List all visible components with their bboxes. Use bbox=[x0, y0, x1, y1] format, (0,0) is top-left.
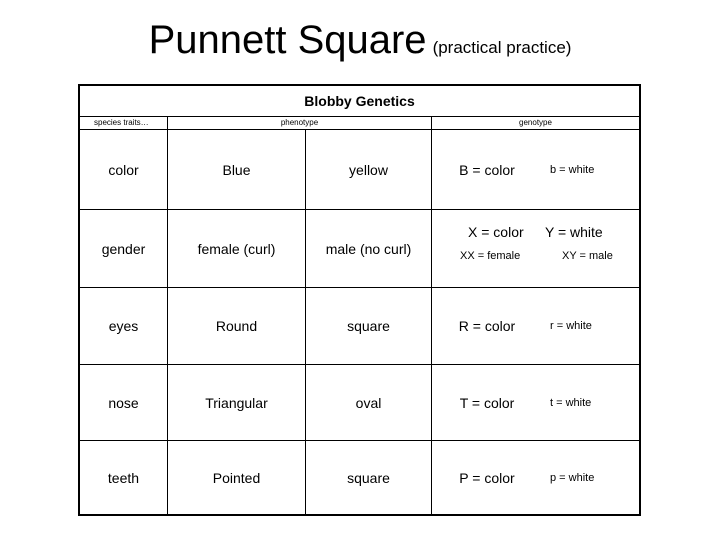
genotype-recessive-cell: r = white bbox=[550, 320, 592, 332]
header-species-traits: species traits… bbox=[80, 116, 168, 130]
phenotype-dominant-cell: Triangular bbox=[168, 365, 306, 440]
header-genotype: genotype bbox=[432, 116, 639, 130]
genotype-recessive-cell: t = white bbox=[550, 396, 592, 409]
table-row bbox=[80, 287, 639, 364]
genotype-x-label: X = color bbox=[468, 224, 524, 240]
genotype-recessive-cell: b = white bbox=[550, 163, 595, 176]
header-phenotype: phenotype bbox=[168, 116, 432, 130]
genotype-gender-cell bbox=[432, 210, 639, 287]
genotype-recessive-cell: p = white bbox=[550, 471, 595, 484]
phenotype-recessive-cell: oval bbox=[306, 365, 432, 440]
phenotype-dominant-cell: Pointed bbox=[168, 441, 306, 514]
trait-cell: nose bbox=[80, 365, 168, 440]
phenotype-recessive-cell: yellow bbox=[306, 130, 432, 209]
phenotype-dominant-cell: Round bbox=[168, 288, 306, 364]
genotype-dominant-cell: T = color bbox=[459, 394, 515, 411]
phenotype-dominant-cell: Blue bbox=[168, 130, 306, 209]
table-row bbox=[80, 130, 639, 209]
page-title bbox=[0, 18, 720, 63]
phenotype-recessive-cell: male (no curl) bbox=[306, 210, 432, 287]
genotype-dominant-cell: P = color bbox=[459, 469, 515, 486]
genotype-xy-label: XY = male bbox=[562, 250, 613, 262]
phenotype-recessive-cell: square bbox=[306, 288, 432, 364]
genotype-y-label: Y = white bbox=[545, 224, 603, 240]
phenotype-recessive-cell: square bbox=[306, 441, 432, 514]
title-main: Punnett Square bbox=[148, 18, 427, 62]
table-row bbox=[80, 209, 639, 287]
genetics-table bbox=[78, 84, 641, 516]
trait-cell: color bbox=[80, 130, 168, 209]
title-subtitle: (practical practice) bbox=[432, 38, 572, 57]
genotype-dominant-cell: R = color bbox=[458, 318, 516, 334]
genotype-dominant-cell: B = color bbox=[459, 161, 515, 178]
trait-cell: gender bbox=[80, 210, 168, 287]
trait-cell: teeth bbox=[80, 441, 168, 514]
table-caption: Blobby Genetics bbox=[80, 86, 639, 117]
phenotype-dominant-cell: female (curl) bbox=[168, 210, 306, 287]
trait-cell: eyes bbox=[80, 288, 168, 364]
table-row bbox=[80, 440, 639, 514]
genotype-xx-label: XX = female bbox=[460, 250, 521, 262]
table-row bbox=[80, 364, 639, 440]
